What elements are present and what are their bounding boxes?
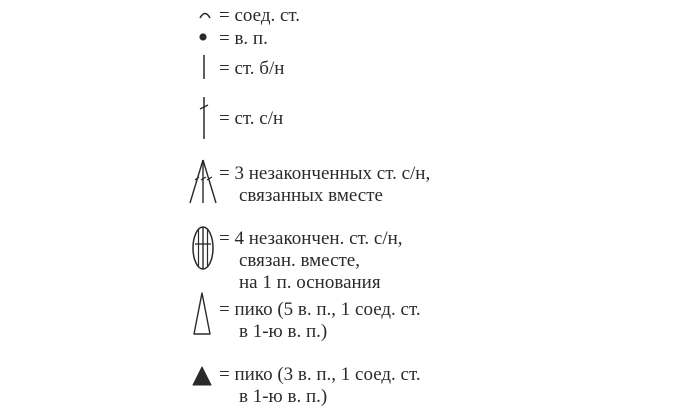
picot-filled-icon [191, 366, 213, 386]
legend-text-slip-stitch [219, 5, 300, 27]
bobble-4-dc-icon [191, 225, 215, 271]
legend-line: = ст. с/н [219, 108, 284, 129]
legend-text-bobble-4-dc [219, 228, 403, 294]
cluster-3-dc-icon [186, 158, 220, 204]
legend-text-cluster-3-dc [219, 163, 430, 207]
legend-line: связан. вместе, [239, 250, 360, 271]
legend-text-picot-5-ch [219, 299, 421, 343]
legend-text-picot-3-ch [219, 364, 421, 408]
double-crochet-icon [196, 96, 212, 140]
legend-line: = соед. ст. [219, 5, 301, 26]
legend-text-single-crochet [219, 58, 284, 80]
legend-line: на 1 п. основания [239, 272, 381, 293]
single-crochet-icon [199, 54, 209, 80]
legend-line: = пико (5 в. п., 1 соед. ст. [219, 299, 421, 320]
slip-stitch-icon [198, 9, 212, 19]
legend-text-double-crochet [219, 108, 283, 130]
legend-line: = в. п. [219, 28, 268, 49]
legend-text-chain-stitch [219, 28, 268, 50]
chain-stitch-icon [198, 32, 208, 42]
legend-line: в 1-ю в. п.) [239, 321, 328, 342]
legend-line: в 1-ю в. п.) [239, 386, 328, 407]
legend-line: = 4 незакончен. ст. с/н, [219, 228, 403, 249]
picot-outline-icon [192, 292, 212, 336]
legend-line: = ст. б/н [219, 58, 285, 79]
legend-line: связанных вместе [239, 185, 383, 206]
legend-line: = пико (3 в. п., 1 соед. ст. [219, 364, 421, 385]
legend-line: = 3 незаконченных ст. с/н, [219, 163, 431, 184]
